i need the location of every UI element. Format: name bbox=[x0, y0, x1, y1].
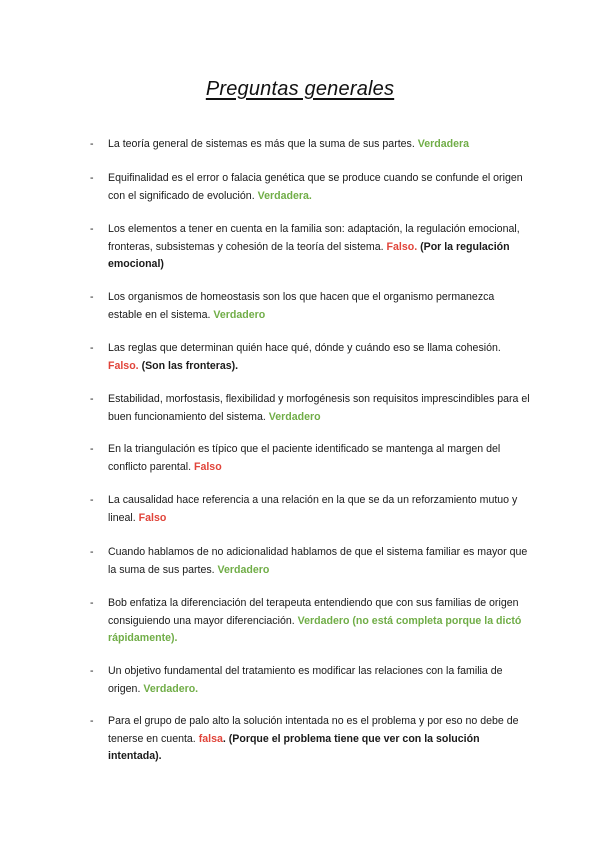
list-item bbox=[90, 595, 530, 648]
list-item bbox=[90, 221, 530, 274]
list-bullet: - bbox=[90, 715, 94, 727]
statement: La teoría general de sistemas es más que la suma de sus partes. bbox=[108, 138, 415, 150]
list-bullet: - bbox=[90, 665, 94, 677]
list-bullet: - bbox=[90, 291, 94, 303]
answer-note: (Por la regulación emocional) bbox=[108, 240, 510, 270]
answer-note: (Son las fronteras). bbox=[141, 359, 239, 372]
list-item bbox=[90, 289, 530, 324]
answer-note: . (Porque el problema tiene que ver con la solución intentada). bbox=[108, 732, 480, 762]
statement: Bob enfatiza la diferenciación del terapeuta entendiendo que con sus familias de origen consiguiendo una mayor diferenciación. bbox=[108, 597, 519, 627]
list-item bbox=[90, 136, 530, 154]
list-item bbox=[90, 391, 530, 426]
statement: Un objetivo fundamental del tratamiento es modificar las relaciones con la familia de origen. bbox=[108, 665, 503, 695]
statement: Las reglas que determinan quién hace qué, dónde y cuándo eso se llama cohesión. bbox=[108, 342, 501, 354]
list-item bbox=[90, 544, 530, 579]
statement: Los elementos a tener en cuenta en la familia son: adaptación, la regulación emocional, fronteras, subsistemas y cohesión de la teoría del sistema. bbox=[108, 223, 520, 253]
list-item bbox=[90, 492, 530, 527]
statement: Cuando hablamos de no adicionalidad hablamos de que el sistema familiar es mayor que la suma de sus partes. bbox=[108, 546, 528, 576]
statement: Equifinalidad es el error o falacia genética que se produce cuando se confunde el origen con el significado de evolución. bbox=[108, 172, 523, 202]
answer: Falso. bbox=[386, 240, 418, 253]
answer: falsa bbox=[198, 732, 223, 745]
answer: Falso. bbox=[108, 359, 139, 372]
list-bullet: - bbox=[90, 494, 94, 506]
list-item bbox=[90, 663, 530, 698]
statement: Estabilidad, morfostasis, flexibilidad y morfogénesis son requisitos imprescindibles para el buen funcionamiento del sistema. bbox=[108, 393, 530, 423]
list-bullet: - bbox=[90, 546, 94, 558]
list-bullet: - bbox=[90, 393, 94, 405]
list-bullet: - bbox=[90, 172, 94, 184]
list-bullet: - bbox=[90, 138, 94, 150]
answer: Verdadera. bbox=[257, 189, 312, 202]
answer: Verdadero bbox=[268, 410, 321, 423]
answer: Falso bbox=[194, 460, 222, 473]
list-item bbox=[90, 170, 530, 205]
list-bullet: - bbox=[90, 443, 94, 455]
page-title: Preguntas generales bbox=[205, 78, 395, 100]
answer: Verdadero (no está completa porque la dictó rápidamente). bbox=[108, 614, 522, 644]
list-bullet: - bbox=[90, 597, 94, 609]
statement: Los organismos de homeostasis son los que hacen que el organismo permanezca estable en el sistema. bbox=[108, 291, 495, 321]
list-item bbox=[90, 340, 530, 375]
statement: En la triangulación es típico que el paciente identificado se mantenga al margen del conflicto parental. bbox=[108, 443, 501, 473]
list-bullet: - bbox=[90, 342, 94, 354]
list-bullet: - bbox=[90, 223, 94, 235]
answer: Verdadero bbox=[217, 563, 270, 576]
answer: Verdadero bbox=[213, 308, 266, 321]
answer: Verdadero. bbox=[143, 682, 199, 695]
list-item bbox=[90, 441, 530, 476]
list-item bbox=[90, 713, 530, 766]
answer: Verdadera bbox=[417, 138, 469, 150]
statement: Para el grupo de palo alto la solución intentada no es el problema y por eso no debe de tenerse en cuenta. bbox=[108, 715, 519, 745]
statement: La causalidad hace referencia a una relación en la que se da un reforzamiento mutuo y lineal. bbox=[108, 494, 518, 524]
answer: Falso bbox=[138, 511, 167, 524]
